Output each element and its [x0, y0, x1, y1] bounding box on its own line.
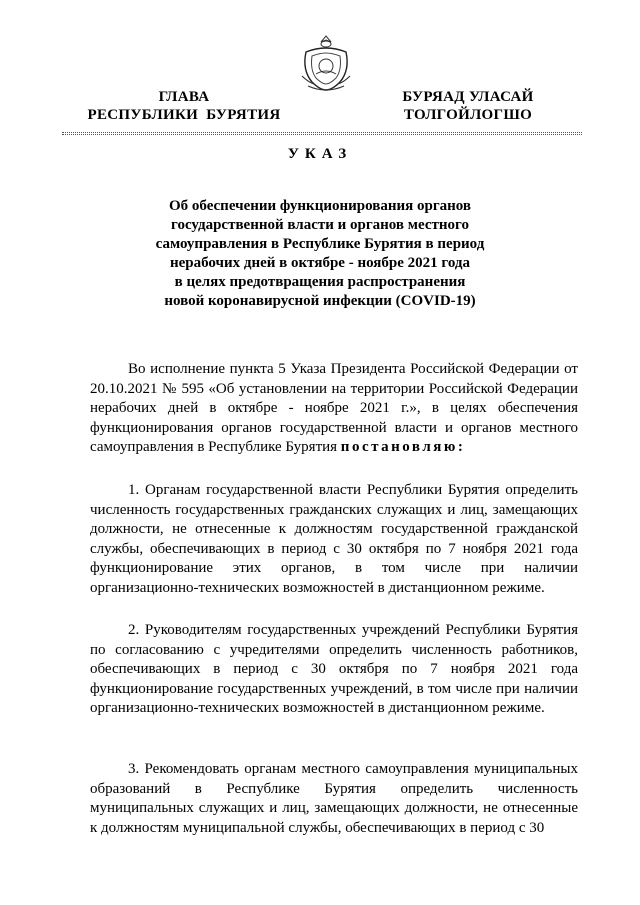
- paragraph-text: 3. Рекомендовать органам местного самоуправления муниципальных образований в Республике Бурятия определить численность муниципальных служащих и лиц, замещающих должности, не отнесенные к должностям муниципальной службы, обеспечивающих в период с 30: [90, 761, 578, 836]
- paragraph-2: [90, 621, 578, 719]
- paragraph-1: [90, 481, 578, 599]
- header-right-line2: ТОЛГОЙЛОГШО: [403, 107, 533, 123]
- header-left-line2: РЕСПУБЛИКИ БУРЯТИЯ: [87, 107, 281, 123]
- header-right-line1: БУРЯАД УЛАСАЙ: [402, 89, 534, 105]
- document-title: [140, 197, 500, 311]
- title-line: нерабочих дней в октябре - ноябре 2021 года: [169, 255, 471, 271]
- title-line: в целях предотвращения распространения: [174, 274, 466, 290]
- header-divider-second: [62, 134, 582, 135]
- title-line: Об обеспечении функционирования органов: [168, 198, 472, 214]
- title-line: государственной власти и органов местного: [171, 217, 469, 233]
- document-type: УКАЗ: [287, 146, 353, 162]
- title-line: самоуправления в Республике Бурятия в период: [155, 236, 485, 252]
- header-left-line1: ГЛАВА: [158, 89, 210, 105]
- paragraph-text: 2. Руководителям государственных учреждений Республики Бурятия по согласованию с учредителями определить численность работников, обеспечивающих в период с 30 октября по 7 ноября 2021 года функционирование государственных учреждений, в том числе при наличии организационно-технических возможностей в дистанционном режиме.: [90, 622, 578, 717]
- paragraph-text: 1. Органам государственной власти Республики Бурятия определить численность государственных гражданских служащих и лиц, замещающих должности, не отнесенные к должностям государственной гражданской службы, обеспечивающих в период с 30 октября по 7 ноября 2021 года функционирование этих органов, в том числе при наличии организационно-технических возможностей в дистанционном режиме.: [90, 482, 578, 596]
- paragraph-3: [90, 760, 578, 838]
- header-divider: [62, 132, 582, 133]
- header-right-buryat: [368, 88, 568, 124]
- preamble-paragraph: [90, 360, 578, 458]
- preamble-text: Во исполнение пункта 5 Указа Президента Российской Федерации от 20.10.2021 № 595 «Об установлении на территории Российской Федерации нерабочих дней в октябре - ноябре 2021 г.», в целях обеспечения функционирования органов государственной власти и органов местного самоуправления в Республике Бурятия: [90, 361, 578, 456]
- header-left-russian: [84, 88, 284, 124]
- title-line: новой коронавирусной инфекции (COVID-19): [164, 293, 476, 309]
- decree-word: постановляю:: [340, 439, 466, 456]
- coat-of-arms-emblem-icon: [298, 32, 354, 94]
